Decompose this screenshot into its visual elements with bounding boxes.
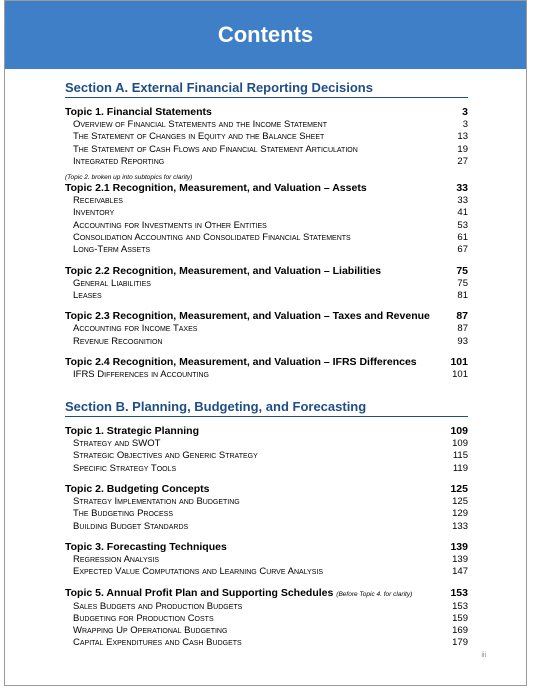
toc-entry-label: The Budgeting Process <box>73 508 173 520</box>
topic-label <box>65 425 199 438</box>
toc-entry-page-number: 3 <box>462 119 468 130</box>
topic-page-number: 75 <box>456 264 468 277</box>
toc-entry-page-number: 53 <box>457 219 468 231</box>
toc-entry-label: Strategy and SWOT <box>73 438 161 450</box>
toc-entry-page-number: 133 <box>452 520 468 532</box>
topic-label <box>65 541 227 554</box>
toc-entry-page-number: 147 <box>452 566 468 578</box>
topic-group <box>65 310 468 348</box>
toc-entry-label: Budgeting for Production Costs <box>73 612 214 624</box>
topic-title: Topic 2.4 Recognition, Measurement, and Valuation – IFRS Differences <box>65 355 417 368</box>
toc-entry[interactable] <box>65 290 468 302</box>
toc-entry[interactable] <box>65 496 468 508</box>
toc-entry[interactable] <box>65 244 468 256</box>
toc-entry-page-number: 153 <box>452 600 468 612</box>
toc-entry[interactable] <box>65 637 468 649</box>
topic-title: Topic 2.1 Recognition, Measurement, and Valuation – Assets <box>65 182 367 195</box>
topic-page-number: 125 <box>450 483 468 496</box>
toc-entry[interactable] <box>65 521 468 533</box>
toc-entry[interactable] <box>65 220 468 232</box>
toc-entry-label: Capital Expenditures and Cash Budgets <box>73 637 242 649</box>
topic-row[interactable] <box>65 483 468 496</box>
topic-label <box>65 483 209 496</box>
topic-label <box>65 265 381 278</box>
toc-entry[interactable] <box>65 323 468 335</box>
toc-entry[interactable] <box>65 625 468 637</box>
toc-entry-label: Expected Value Computations and Learning Curve Analysis <box>73 566 324 578</box>
topic-group <box>65 587 468 650</box>
toc-entry-page-number: 87 <box>457 323 468 335</box>
toc-entry[interactable] <box>65 156 468 168</box>
toc-entry-page-number: 119 <box>452 462 468 474</box>
toc-entry[interactable] <box>65 613 468 625</box>
toc-entry-page-number: 75 <box>457 277 468 289</box>
topic-label <box>65 310 430 323</box>
topic-page-number: 33 <box>456 182 468 195</box>
toc-entry-page-number: 61 <box>457 232 468 244</box>
toc-entry-label: The Statement of Cash Flows and Financial Statement Articulation <box>73 143 358 155</box>
toc-entry-label: IFRS Differences in Accounting <box>73 368 209 380</box>
topic-label <box>65 182 367 195</box>
toc-entry-page-number: 101 <box>452 368 468 380</box>
toc-entry-page-number: 159 <box>452 612 468 624</box>
toc-entry-page-number: 93 <box>457 335 468 347</box>
toc-entry-page-number: 19 <box>457 143 468 155</box>
topic-group <box>65 483 468 533</box>
topic-row[interactable] <box>65 106 468 119</box>
topic-inline-note: (Before Topic 4. for clarity) <box>336 590 413 598</box>
toc-entry[interactable] <box>65 369 468 381</box>
toc-entry[interactable] <box>65 601 468 613</box>
toc-entry-label: Consolidation Accounting and Consolidated Financial Statements <box>73 232 351 244</box>
toc-entry-label: Inventory <box>73 207 115 219</box>
toc-entry[interactable] <box>65 195 468 207</box>
toc-entry-page-number: 33 <box>457 195 468 207</box>
table-of-contents <box>5 80 526 650</box>
toc-entry-label: Leases <box>73 289 102 301</box>
toc-entry-label: General Liabilities <box>73 277 151 289</box>
toc-entry-label: The Statement of Changes in Equity and the Balance Sheet <box>73 131 325 143</box>
section-title: Section B. Planning, Budgeting, and Forecasting <box>65 399 468 417</box>
topic-title: Topic 1. Financial Statements <box>65 106 212 118</box>
topic-title: Topic 3. Forecasting Techniques <box>65 540 227 553</box>
document-page <box>4 0 527 686</box>
toc-entry-label: Accounting for Investments in Other Entities <box>73 219 267 231</box>
toc-entry[interactable] <box>65 554 468 566</box>
toc-entry[interactable] <box>65 232 468 244</box>
toc-entry[interactable] <box>65 450 468 462</box>
topic-page-number: 101 <box>450 355 468 368</box>
toc-entry-label: Accounting for Income Taxes <box>73 323 198 335</box>
toc-entry-page-number: 109 <box>452 438 468 450</box>
topic-group <box>65 265 468 303</box>
toc-entry-label: Long-Term Assets <box>73 244 151 256</box>
topic-title: Topic 1. Strategic Planning <box>65 425 199 438</box>
topic-title: Topic 2.2 Recognition, Measurement, and Valuation – Liabilities <box>65 264 382 277</box>
page-title: Contents <box>217 22 314 47</box>
toc-entry-label: Revenue Recognition <box>73 335 163 347</box>
topic-row[interactable] <box>65 265 468 278</box>
topic-row[interactable] <box>65 541 468 554</box>
toc-entry-label: Regression Analysis <box>73 553 159 565</box>
toc-entry-label: Integrated Reporting <box>73 155 165 167</box>
topic-page-number: 153 <box>450 586 468 599</box>
topic-row[interactable] <box>65 425 468 438</box>
page-number: iii <box>481 652 486 659</box>
section-title: Section A. External Financial Reporting Decisions <box>65 80 468 98</box>
toc-entry-page-number: 179 <box>452 637 468 649</box>
toc-entry[interactable] <box>65 463 468 475</box>
topic-note: (Topic 2. broken up into subtopics for clarity) <box>65 174 193 182</box>
toc-entry-label: Overview of Financial Statements and the Income Statement <box>73 119 328 130</box>
toc-entry-page-number: 139 <box>452 553 468 565</box>
topic-row[interactable] <box>65 182 468 195</box>
topic-group <box>65 106 468 168</box>
toc-entry[interactable] <box>65 207 468 219</box>
topic-title: Topic 5. Annual Profit Plan and Supporting Schedules <box>65 586 334 599</box>
toc-entry-label: Sales Budgets and Production Budgets <box>73 600 243 612</box>
toc-entry-page-number: 115 <box>452 450 468 462</box>
topic-page-number: 139 <box>450 540 468 553</box>
toc-entry[interactable] <box>65 336 468 348</box>
contents-header <box>5 1 526 69</box>
toc-entry[interactable] <box>65 119 468 131</box>
toc-entry-page-number: 67 <box>457 244 468 256</box>
topic-group <box>65 174 468 256</box>
toc-entry[interactable] <box>65 508 468 520</box>
toc-entry[interactable] <box>65 278 468 290</box>
toc-entry-label: Strategic Objectives and Generic Strategy <box>73 450 258 462</box>
toc-section <box>65 399 468 650</box>
topic-group <box>65 425 468 475</box>
toc-entry-label: Building Budget Standards <box>73 520 189 532</box>
topic-row[interactable] <box>65 356 468 369</box>
topic-row[interactable] <box>65 587 468 601</box>
toc-entry[interactable] <box>65 131 468 143</box>
toc-entry-page-number: 129 <box>452 508 468 520</box>
toc-entry-label: Specific Strategy Tools <box>73 462 177 474</box>
toc-entry-label: Strategy Implementation and Budgeting <box>73 496 240 508</box>
topic-page-number: 109 <box>450 425 468 438</box>
toc-entry-page-number: 41 <box>457 207 468 219</box>
topic-page-number: 3 <box>462 106 468 118</box>
topic-row[interactable] <box>65 310 468 323</box>
toc-entry-page-number: 13 <box>457 131 468 143</box>
topic-group <box>65 356 468 381</box>
topic-label <box>65 106 212 119</box>
topic-group <box>65 541 468 579</box>
topic-label <box>65 587 412 601</box>
toc-entry-label: Wrapping Up Operational Budgeting <box>73 625 228 637</box>
toc-entry-page-number: 81 <box>457 289 468 301</box>
topic-label <box>65 356 417 369</box>
toc-entry-page-number: 27 <box>457 155 468 167</box>
toc-entry[interactable] <box>65 566 468 578</box>
topic-title: Topic 2.3 Recognition, Measurement, and Valuation – Taxes and Revenue <box>65 310 430 323</box>
toc-entry[interactable] <box>65 438 468 450</box>
toc-entry-label: Receivables <box>73 195 123 207</box>
toc-entry-page-number: 169 <box>452 625 468 637</box>
toc-entry-page-number: 125 <box>452 496 468 508</box>
toc-entry[interactable] <box>65 144 468 156</box>
topic-title: Topic 2. Budgeting Concepts <box>65 483 210 496</box>
topic-page-number: 87 <box>456 310 468 323</box>
toc-section <box>65 80 468 381</box>
